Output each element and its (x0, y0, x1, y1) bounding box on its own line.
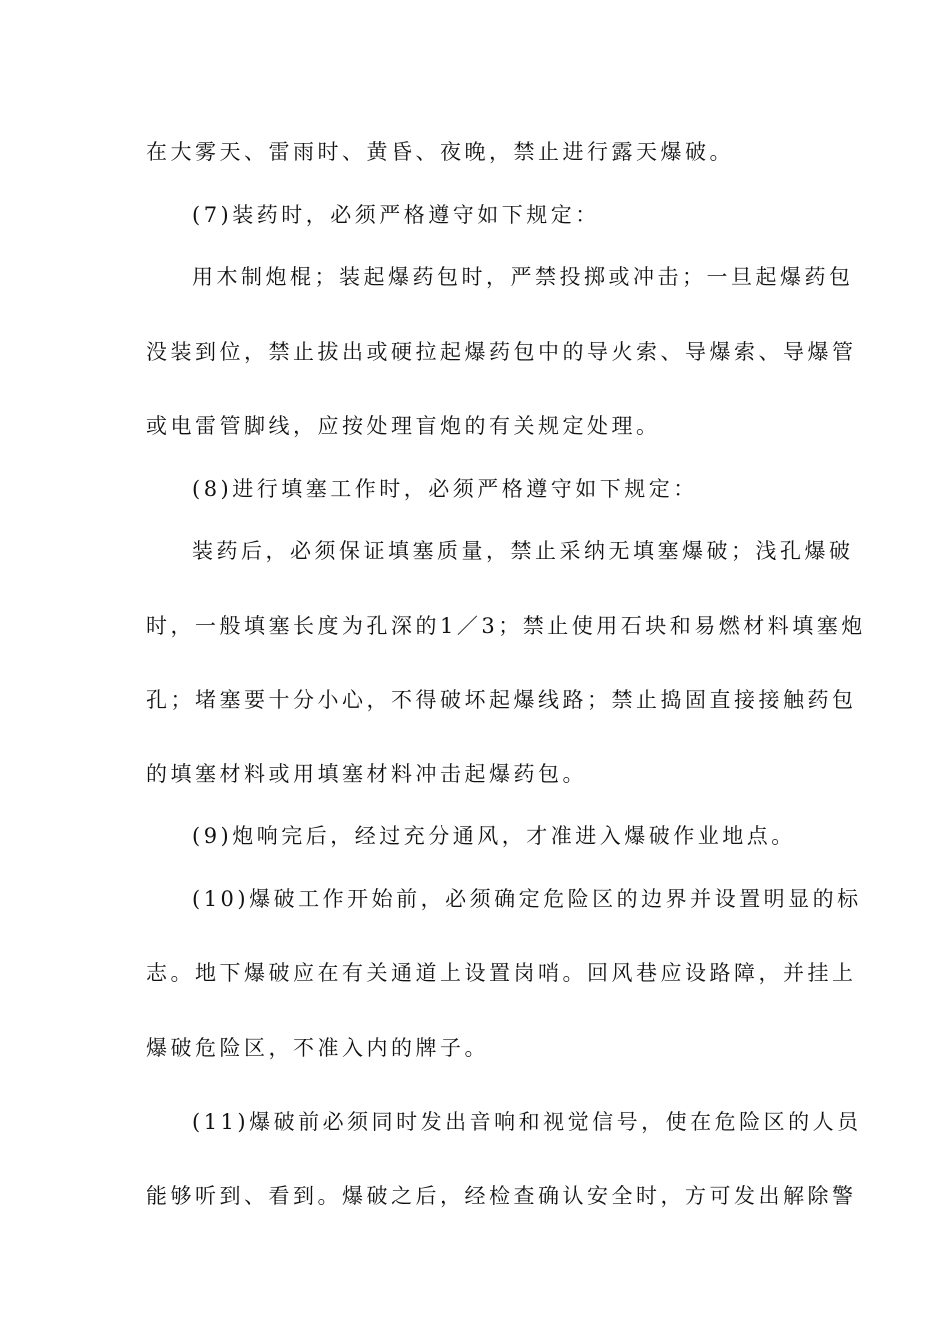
text-line: (7)装药时，必须严格遵守如下规定： (192, 203, 600, 227)
text-line: 的填塞材料或用填塞材料冲击起爆药包。 (146, 762, 587, 786)
text-line: 或电雷管脚线，应按处理盲炮的有关规定处理。 (146, 414, 661, 438)
text-line: 孔；堵塞要十分小心，不得破坏起爆线路；禁止捣固直接接触药包 (146, 688, 857, 712)
text-line: 装药后，必须保证填塞质量，禁止采纳无填塞爆破；浅孔爆破 (192, 539, 854, 563)
text-line: (11)爆破前必须同时发出音响和视觉信号，使在危险区的人员 (192, 1110, 862, 1134)
text-line: 爆破危险区，不准入内的牌子。 (146, 1036, 489, 1060)
text-line: 用木制炮棍；装起爆药包时，严禁投掷或冲击；一旦起爆药包 (192, 265, 854, 289)
text-line: (9)炮响完后，经过充分通风，才准进入爆破作业地点。 (192, 824, 796, 848)
text-line: 能够听到、看到。爆破之后，经检查确认安全时，方可发出解除警 (146, 1184, 857, 1208)
text-line: 在大雾天、雷雨时、黄昏、夜晚，禁止进行露天爆破。 (146, 140, 734, 164)
text-line: 志。地下爆破应在有关通道上设置岗哨。回风巷应设路障，并挂上 (146, 961, 857, 985)
text-line: (8)进行填塞工作时，必须严格遵守如下规定： (192, 477, 698, 501)
text-line: 没装到位，禁止拔出或硬拉起爆药包中的导火索、导爆索、导爆管 (146, 340, 857, 364)
text-line: 时，一般填塞长度为孔深的1／3；禁止使用石块和易燃材料填塞炮 (146, 614, 866, 638)
text-line: (10)爆破工作开始前，必须确定危险区的边界并设置明显的标 (192, 887, 862, 911)
